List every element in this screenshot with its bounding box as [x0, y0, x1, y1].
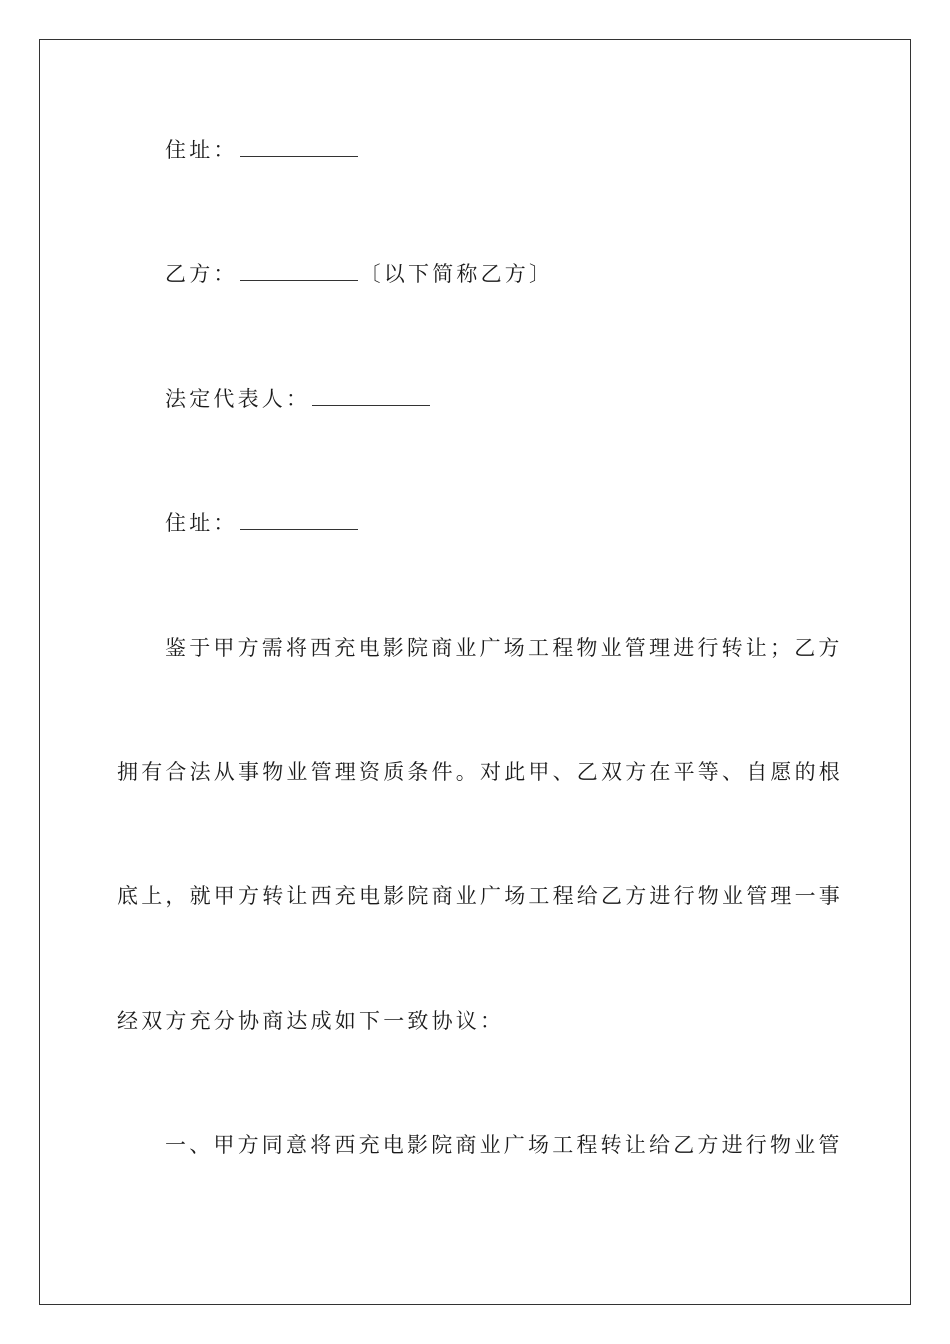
party-a-address-label: 住址： — [165, 138, 238, 162]
preamble-line-1: 鉴于甲方需将西充电影院商业广场工程物业管理进行转让；乙方 — [165, 636, 843, 660]
party-b-blank — [240, 260, 358, 281]
preamble-line-4: 经双方充分协商达成如下一致协议： — [117, 1009, 505, 1033]
preamble-line-3: 底上，就甲方转让西充电影院商业广场工程给乙方进行物业管理一事 — [117, 884, 843, 908]
party-b-address-line — [165, 508, 885, 538]
party-b-representative-line — [165, 384, 885, 414]
party-a-address-line — [165, 135, 885, 165]
party-b-representative-label: 法定代表人： — [165, 387, 311, 411]
party-b-line — [165, 259, 885, 289]
party-b-label: 乙方： — [165, 262, 238, 286]
party-b-suffix: 〔以下简称乙方〕 — [359, 262, 554, 286]
page-border — [39, 39, 911, 1305]
party-b-address-label: 住址： — [165, 511, 238, 535]
party-b-representative-blank — [312, 385, 430, 406]
party-b-address-blank — [240, 509, 358, 530]
preamble-line-2: 拥有合法从事物业管理资质条件。对此甲、乙双方在平等、自愿的根 — [117, 760, 843, 784]
clause-1-line: 一、甲方同意将西充电影院商业广场工程转让给乙方进行物业管 — [165, 1133, 843, 1157]
party-a-address-blank — [240, 136, 358, 157]
